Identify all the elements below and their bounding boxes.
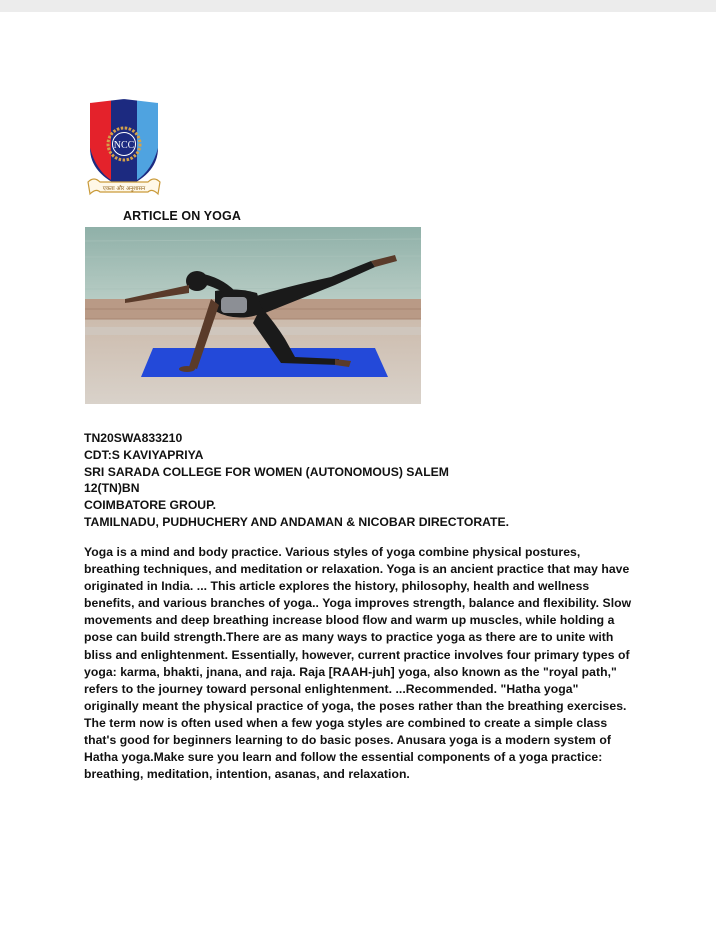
directorate: TAMILNADU, PUDHUCHERY AND ANDAMAN & NICOBAR DIRECTORATE. xyxy=(84,514,509,529)
cadet-name: CDT:S KAVIYAPRIYA xyxy=(84,447,204,462)
battalion: 12(TN)BN xyxy=(84,481,140,496)
yoga-photo xyxy=(85,227,421,404)
cadet-info xyxy=(84,430,644,531)
article-body: Yoga is a mind and body practice. Various styles of yoga combine physical postures, breathing techniques, and meditation or relaxation. Yoga is an ancient practice that may have originated in India. ... This article explores the history, philosophy, health and wellness benefits, and various branches of yoga.. Yoga improves strength, balance and flexibility. Slow movements and deep breathing increase blood flow and warm up muscles, while holding a pose can build strength.There are as many ways to practice yoga as there are to unite with bliss and enlightenment. Essentially, however, current practice involves four primary types of yoga: karma, bhakti, jnana, and raja. Raja [RAAH-juh] yoga, also known as the "royal path," refers to the journey toward personal enlightenment. ...Recommended. "Hatha yoga" originally meant the physical practice of yoga, the poses rather than the breathing exercises. The term now is often used when a few yoga styles are combined to create a simple class that's good for beginners learning to do basic poses. Anusara yoga is a modern system of Hatha yoga.Make sure you learn and follow the essential components of a yoga practice: breathing, meditation, intention, asanas, and relaxation. xyxy=(84,545,632,782)
viewer-top-bar xyxy=(0,0,716,12)
logo-motto: एकता और अनुशासन xyxy=(102,186,146,192)
logo-text: NCC xyxy=(113,140,135,151)
article-title: ARTICLE ON YOGA xyxy=(123,209,241,223)
ncc-logo xyxy=(84,96,164,202)
college-name: SRI SARADA COLLEGE FOR WOMEN (AUTONOMOUS) SALEM xyxy=(84,464,449,479)
cadet-id: TN20SWA833210 xyxy=(84,431,183,445)
group: COIMBATORE GROUP. xyxy=(84,498,217,513)
yoga-mat xyxy=(141,348,388,377)
